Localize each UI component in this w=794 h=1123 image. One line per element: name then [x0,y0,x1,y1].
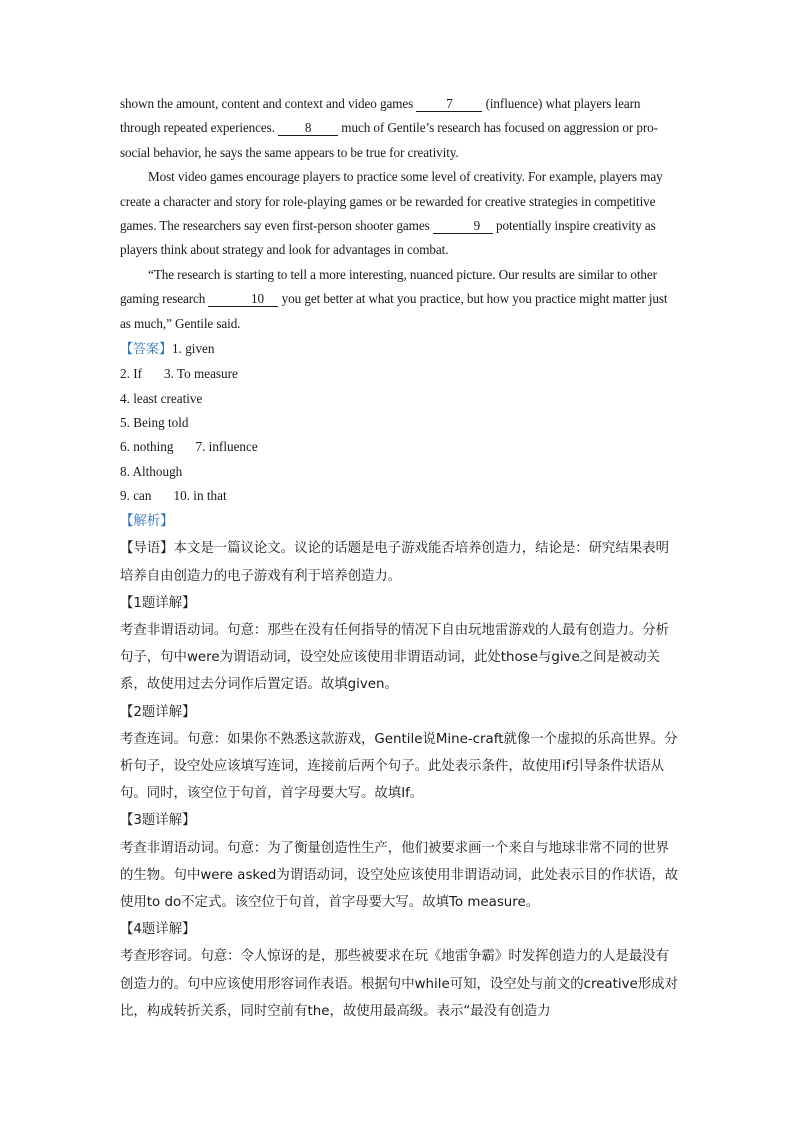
passage-paragraph-3 [120,263,680,336]
question-3-heading: 【3题详解】 [120,813,196,829]
passage-text: much of Gentile’s research has focused on aggression or pro-social behavior, he says the same appears to be true for creativity. [120,120,658,160]
answer-8: 8. Although [120,463,183,479]
passage-paragraph-1 [120,92,680,165]
passage-paragraph-2 [120,165,680,263]
answer-2: 2. If [120,366,142,382]
answer-line [120,484,680,508]
answer-6: 6. nothing [120,439,174,455]
answer-line [120,460,680,484]
blank-9: 9 [433,218,493,234]
analysis-guide: 【导语】本文是一篇议论文。议论的话题是电子游戏能否培养创造力，结论是：研究结果表明培养自由创造力的电子游戏有利于培养创造力。 [120,541,670,584]
blank-10: 10 [208,291,278,307]
answer-4: 4. least creative [120,390,203,406]
answer-section [120,337,680,508]
analysis-label: 【解析】 [120,514,174,530]
blank-7: 7 [416,96,482,112]
question-2-heading: 【2题详解】 [120,704,196,720]
analysis-section [120,508,680,1025]
question-1-heading: 【1题详解】 [120,595,196,611]
answer-10: 10. in that [173,487,227,503]
question-2-explanation: 考查连词。句意：如果你不熟悉这款游戏，Gentile说Mine-craft就像一个虚拟的乐高世界。分析句子，设空处应该填写连词，连接前后两个句子。此处表示条件，故使用if引导条件状语从句。同时，该空位于句首，首字母要大写。故填If。 [120,731,678,802]
answer-1: 1. given [172,341,215,357]
answer-9: 9. can [120,487,152,503]
answer-line [120,411,680,435]
blank-8: 8 [278,120,338,136]
page-content [120,92,680,1025]
passage-text: (influence) what players learn through repeated experiences. [120,96,641,136]
passage-text: shown the amount, content and context and video games [120,96,417,111]
question-1-explanation: 考查非谓语动词。句意：那些在没有任何指导的情况下自由玩地雷游戏的人最有创造力。分析句子，句中were为谓语动词，设空处应该使用非谓语动词，此处those与give之间是被动关系，故使用过去分词作后置定语。故填given。 [120,622,670,693]
answer-line [120,435,680,459]
passage [120,92,680,336]
question-4-explanation: 考查形容词。句意：令人惊讶的是，那些被要求在玩《地雷争霸》时发挥创造力的人是最没有创造力的。句中应该使用形容词作表语。根据句中while可知，设空处与前文的creative形成对比，构成转折关系，同时空前有the，故使用最高级。表示“最没有创造力 [120,949,678,1019]
question-3-explanation: 考查非谓语动词。句意：为了衡量创造性生产，他们被要求画一个来自与地球非常不同的世界的生物。句中were asked为谓语动词，设空处应该使用非谓语动词，此处表示目的作状语，故使用to do不定式。该空位于句首，首字母要大写。故填To measure。 [120,840,679,910]
answer-line [120,362,680,386]
passage-text: potentially inspire creativity as players think about strategy and look for advantages in combat. [120,218,656,258]
question-4-heading: 【4题详解】 [120,922,196,938]
answer-line [120,387,680,411]
passage-text: “The research is starting to tell a more interesting, nuanced picture. Our results are similar to other gaming research [120,266,657,307]
answer-5: 5. Being told [120,414,189,430]
answer-3: 3. To measure [163,366,238,382]
answer-label: 【答案】 [120,342,173,358]
passage-text: you get better at what you practice, but how you practice might matter just as much,” Gentile said. [120,291,668,331]
passage-text: Most video games encourage players to practice some level of creativity. For example, players may create a character and story for role-playing games or be rewarded for creative strategies in competitive games. The researchers say even first-person shooter games [120,169,663,234]
answer-7: 7. influence [195,439,258,455]
answer-line [120,337,680,362]
